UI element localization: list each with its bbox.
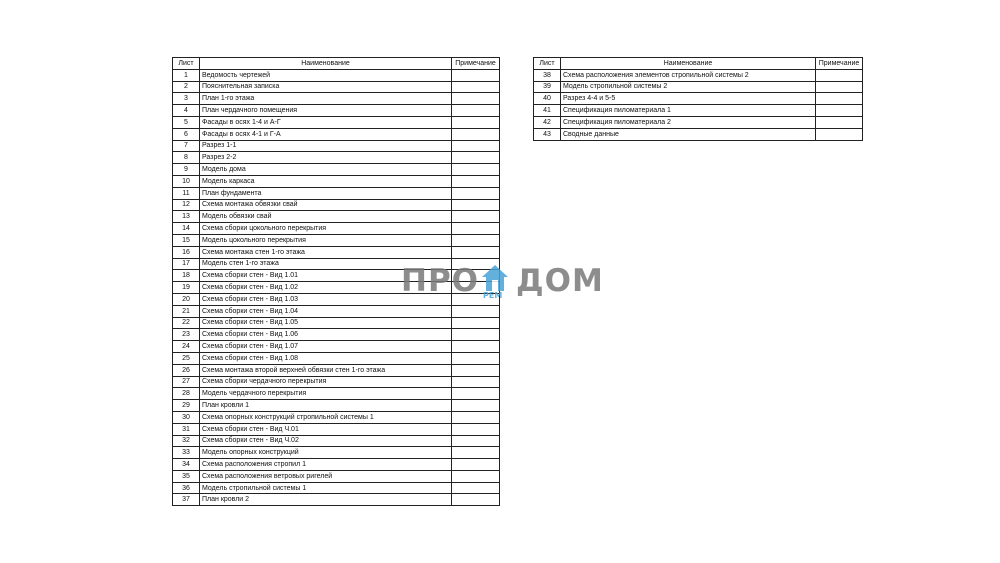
- sheet-note: [452, 305, 500, 317]
- watermark-left-text: ПРО: [401, 263, 480, 299]
- sheet-title: Модель стропильной системы 1: [200, 482, 452, 494]
- sheet-title: Схема сборки стен - Вид 1.03: [200, 293, 452, 305]
- header-name: Наименование: [200, 58, 452, 70]
- table-row: [173, 105, 500, 117]
- sheet-note: [452, 494, 500, 506]
- sheet-number: 12: [173, 199, 200, 211]
- table-row: [173, 211, 500, 223]
- sheet-note: [816, 81, 863, 93]
- sheet-title: План 1-го этажа: [200, 93, 452, 105]
- sheet-title: Модель каркаса: [200, 175, 452, 187]
- sheet-title: План чердачного помещения: [200, 105, 452, 117]
- sheet-title: Схема сборки цокольного перекрытия: [200, 223, 452, 235]
- sheet-number: 11: [173, 187, 200, 199]
- sheet-title: Схема сборки стен - Вид Ч.02: [200, 435, 452, 447]
- sheet-title: Модель стропильной системы 2: [561, 81, 816, 93]
- sheet-number: 22: [173, 317, 200, 329]
- table-row: [173, 352, 500, 364]
- sheet-note: [452, 246, 500, 258]
- sheet-number: 27: [173, 376, 200, 388]
- table-row: [173, 152, 500, 164]
- sheet-title: Схема монтажа второй верхней обвязки стен 1-го этажа: [200, 364, 452, 376]
- sheet-note: [452, 329, 500, 341]
- table-row: [173, 470, 500, 482]
- table-row: [534, 116, 863, 128]
- sheet-note: [816, 69, 863, 81]
- sheet-title: Схема сборки стен - Вид 1.06: [200, 329, 452, 341]
- table-row: [173, 435, 500, 447]
- table-row: [173, 341, 500, 353]
- sheet-number: 1: [173, 69, 200, 81]
- sheet-note: [452, 234, 500, 246]
- sheet-note: [452, 223, 500, 235]
- sheet-number: 30: [173, 411, 200, 423]
- sheet-number: 19: [173, 282, 200, 294]
- table-body-right: [534, 69, 863, 140]
- sheet-note: [816, 116, 863, 128]
- sheet-number: 7: [173, 140, 200, 152]
- sheet-title: Схема сборки стен - Вид 1.04: [200, 305, 452, 317]
- sheet-title: Модель цокольного перекрытия: [200, 234, 452, 246]
- sheet-number: 24: [173, 341, 200, 353]
- table-row: [173, 81, 500, 93]
- sheet-number: 36: [173, 482, 200, 494]
- table-row: [173, 388, 500, 400]
- sheet-title: Схема расположения элементов стропильной системы 2: [561, 69, 816, 81]
- sheet-number: 25: [173, 352, 200, 364]
- sheet-number: 8: [173, 152, 200, 164]
- sheet-note: [452, 128, 500, 140]
- sheet-note: [452, 376, 500, 388]
- sheet-number: 20: [173, 293, 200, 305]
- sheet-title: Спецификация пиломатериала 1: [561, 105, 816, 117]
- sheet-number: 5: [173, 116, 200, 128]
- sheet-note: [452, 199, 500, 211]
- table-row: [173, 317, 500, 329]
- sheet-note: [452, 105, 500, 117]
- sheet-note: [452, 211, 500, 223]
- sheet-number: 39: [534, 81, 561, 93]
- house-icon: [480, 263, 510, 293]
- sheet-note: [452, 341, 500, 353]
- sheet-note: [816, 93, 863, 105]
- sheet-number: 42: [534, 116, 561, 128]
- sheet-note: [452, 81, 500, 93]
- sheet-note: [452, 435, 500, 447]
- sheet-title: Ведомость чертежей: [200, 69, 452, 81]
- table-row: [173, 234, 500, 246]
- sheet-number: 13: [173, 211, 200, 223]
- table-row: [173, 447, 500, 459]
- table-row: [534, 81, 863, 93]
- sheet-title: Схема монтажа обвязки свай: [200, 199, 452, 211]
- sheet-title: Модель обвязки свай: [200, 211, 452, 223]
- sheet-number: 40: [534, 93, 561, 105]
- sheet-note: [452, 187, 500, 199]
- watermark-right-text: ДОМ: [516, 263, 604, 299]
- header-name: Наименование: [561, 58, 816, 70]
- sheet-note: [452, 116, 500, 128]
- sheet-number: 21: [173, 305, 200, 317]
- sheet-note: [452, 364, 500, 376]
- sheet-note: [452, 352, 500, 364]
- sheet-note: [816, 128, 863, 140]
- sheet-number: 33: [173, 447, 200, 459]
- sheet-number: 17: [173, 258, 200, 270]
- sheet-number: 14: [173, 223, 200, 235]
- sheet-number: 16: [173, 246, 200, 258]
- table-row: [534, 128, 863, 140]
- sheet-title: Модель опорных конструкций: [200, 447, 452, 459]
- table-row: [173, 223, 500, 235]
- watermark-logo: [401, 263, 604, 303]
- table-row: [173, 164, 500, 176]
- sheet-number: 18: [173, 270, 200, 282]
- header-note: Примечание: [452, 58, 500, 70]
- table-row: [173, 69, 500, 81]
- table-row: [173, 116, 500, 128]
- table-row: [173, 329, 500, 341]
- sheet-note: [452, 482, 500, 494]
- header-sheet: Лист: [173, 58, 200, 70]
- table-row: [173, 246, 500, 258]
- table-row: [534, 93, 863, 105]
- sheet-title: Разрез 2-2: [200, 152, 452, 164]
- sheet-note: [452, 69, 500, 81]
- sheet-title: Пояснительная записка: [200, 81, 452, 93]
- sheet-title: Схема расположения стропил 1: [200, 459, 452, 471]
- table-row: [173, 459, 500, 471]
- sheet-title: План кровли 2: [200, 494, 452, 506]
- sheet-note: [452, 175, 500, 187]
- sheet-note: [452, 400, 500, 412]
- sheet-title: Сводные данные: [561, 128, 816, 140]
- table-row: [173, 93, 500, 105]
- sheet-title: Схема сборки стен - Вид Ч.01: [200, 423, 452, 435]
- header-note: Примечание: [816, 58, 863, 70]
- sheet-number: 4: [173, 105, 200, 117]
- table-row: [173, 376, 500, 388]
- sheet-title: Фасады в осях 4-1 и Г-А: [200, 128, 452, 140]
- table-row: [173, 423, 500, 435]
- drawings-register-table-right: [533, 57, 863, 141]
- sheet-note: [452, 470, 500, 482]
- table-row: [173, 494, 500, 506]
- sheet-note: [452, 317, 500, 329]
- sheet-number: 32: [173, 435, 200, 447]
- sheet-number: 10: [173, 175, 200, 187]
- sheet-title: Спецификация пиломатериала 2: [561, 116, 816, 128]
- table-row: [173, 305, 500, 317]
- header-sheet: Лист: [534, 58, 561, 70]
- sheet-title: Разрез 1-1: [200, 140, 452, 152]
- sheet-number: 28: [173, 388, 200, 400]
- sheet-number: 26: [173, 364, 200, 376]
- table-row: [173, 175, 500, 187]
- sheet-title: Схема сборки стен - Вид 1.05: [200, 317, 452, 329]
- sheet-title: Разрез 4-4 и 5-5: [561, 93, 816, 105]
- sheet-title: Схема сборки стен - Вид 1.02: [200, 282, 452, 294]
- sheet-number: 2: [173, 81, 200, 93]
- sheet-number: 29: [173, 400, 200, 412]
- sheet-title: Схема опорных конструкций стропильной системы 1: [200, 411, 452, 423]
- table-header-row: [534, 58, 863, 70]
- table-row: [173, 187, 500, 199]
- sheet-note: [452, 388, 500, 400]
- sheet-title: План кровли 1: [200, 400, 452, 412]
- table-row: [534, 69, 863, 81]
- sheet-note: [452, 459, 500, 471]
- sheet-number: 38: [534, 69, 561, 81]
- sheet-title: Модель чердачного перекрытия: [200, 388, 452, 400]
- sheet-title: Схема сборки стен - Вид 1.08: [200, 352, 452, 364]
- watermark-sub-text: РЕМ: [483, 291, 503, 300]
- sheet-number: 9: [173, 164, 200, 176]
- sheet-note: [452, 411, 500, 423]
- sheet-number: 34: [173, 459, 200, 471]
- sheet-number: 35: [173, 470, 200, 482]
- sheet-number: 3: [173, 93, 200, 105]
- table-row: [173, 199, 500, 211]
- table-row: [173, 411, 500, 423]
- sheet-note: [452, 164, 500, 176]
- sheet-number: 37: [173, 494, 200, 506]
- sheet-title: Модель стен 1-го этажа: [200, 258, 452, 270]
- table-row: [173, 482, 500, 494]
- sheet-title: Фасады в осях 1-4 и А-Г: [200, 116, 452, 128]
- sheet-title: План фундамента: [200, 187, 452, 199]
- sheet-title: Схема сборки чердачного перекрытия: [200, 376, 452, 388]
- table-row: [534, 105, 863, 117]
- sheet-number: 6: [173, 128, 200, 140]
- sheet-title: Схема монтажа стен 1-го этажа: [200, 246, 452, 258]
- sheet-number: 43: [534, 128, 561, 140]
- table-row: [173, 400, 500, 412]
- table-row: [173, 140, 500, 152]
- table-row: [173, 364, 500, 376]
- sheet-note: [452, 423, 500, 435]
- table-row: [173, 128, 500, 140]
- sheet-number: 15: [173, 234, 200, 246]
- sheet-title: Модель дома: [200, 164, 452, 176]
- sheet-title: Схема сборки стен - Вид 1.07: [200, 341, 452, 353]
- sheet-number: 41: [534, 105, 561, 117]
- sheet-note: [816, 105, 863, 117]
- sheet-title: Схема расположения ветровых ригелей: [200, 470, 452, 482]
- sheet-note: [452, 93, 500, 105]
- table-header-row: [173, 58, 500, 70]
- sheet-note: [452, 152, 500, 164]
- sheet-note: [452, 140, 500, 152]
- sheet-number: 23: [173, 329, 200, 341]
- sheet-number: 31: [173, 423, 200, 435]
- sheet-note: [452, 447, 500, 459]
- sheet-title: Схема сборки стен - Вид 1.01: [200, 270, 452, 282]
